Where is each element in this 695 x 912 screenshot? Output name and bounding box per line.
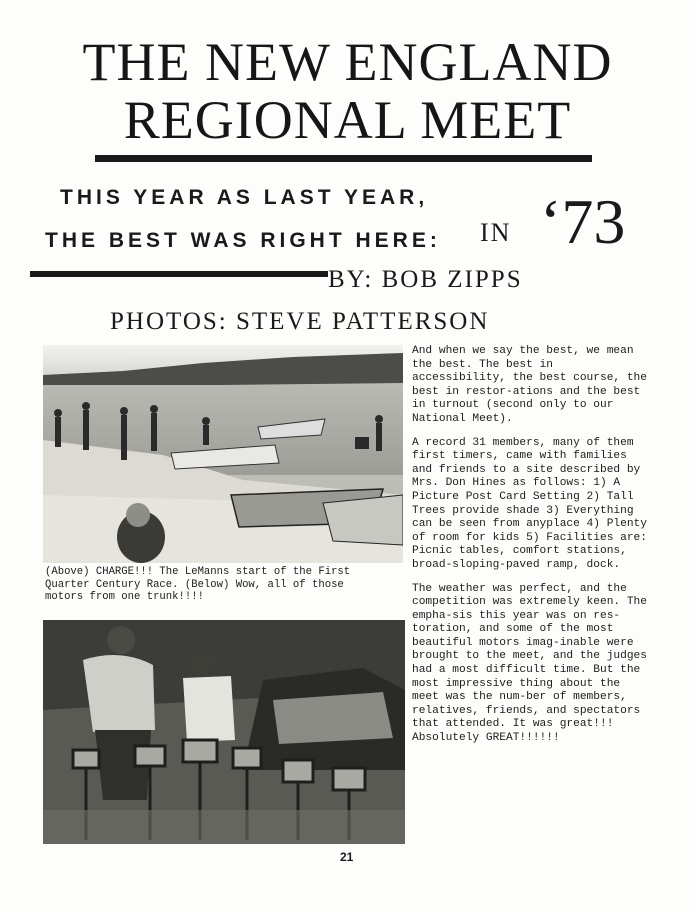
- headline-line-1: THE NEW ENGLAND: [82, 32, 613, 92]
- page-number: 21: [340, 850, 354, 864]
- body-paragraph-1: And when we say the best, we mean the best. The best in accessibility, the best course, the best in restor-ations and the best in turnout (second only to our National Meet).: [412, 345, 647, 425]
- body-paragraph-3: The weather was perfect, and the competition was extremely keen. The empha-sis this year was on res-toration, and some of the most beautiful motors imag-inable were brought to the meet, and the judges had a most difficult time. But the most impressive thing about the meet was the num-ber of members, relatives, friends, and spectators that attended. It was great!!! Absolutely GREAT!!!!!!: [412, 582, 647, 745]
- headline-rule: [95, 155, 592, 162]
- race-start-photo-graphic: [43, 345, 403, 563]
- race-start-photo: [43, 345, 403, 563]
- body-paragraph-2: A record 31 members, many of them first timers, came with families and friends to a site described by Mrs. Don Hines as follows: 1) A Picture Post Card Setting 2) Tall Trees provide shade 3) Everything can be seen from anyplace 4) Plenty of room for kids 5) Facilities are: Picnic tables, comfort stations, broad-sloping-paved ramp, dock.: [412, 436, 647, 571]
- subhead-year: ‘73: [540, 186, 626, 257]
- photo-credit: PHOTOS: STEVE PATTERSON: [110, 308, 490, 335]
- motors-photo: [43, 620, 405, 844]
- byline-rule: [30, 271, 328, 277]
- byline: BY: BOB ZIPPS: [328, 266, 523, 293]
- subhead-line-2: THE BEST WAS RIGHT HERE:: [45, 229, 441, 252]
- article-body: [412, 345, 650, 756]
- headline-line-2: REGIONAL MEET: [123, 90, 572, 150]
- subhead-line-1: THIS YEAR AS LAST YEAR,: [60, 186, 429, 209]
- photo-caption: (Above) CHARGE!!! The LeManns start of the First Quarter Century Race. (Below) Wow, all of those motors from one trunk!!!!: [45, 566, 351, 603]
- subhead-in: IN: [480, 218, 512, 247]
- motors-photo-graphic: [43, 620, 405, 844]
